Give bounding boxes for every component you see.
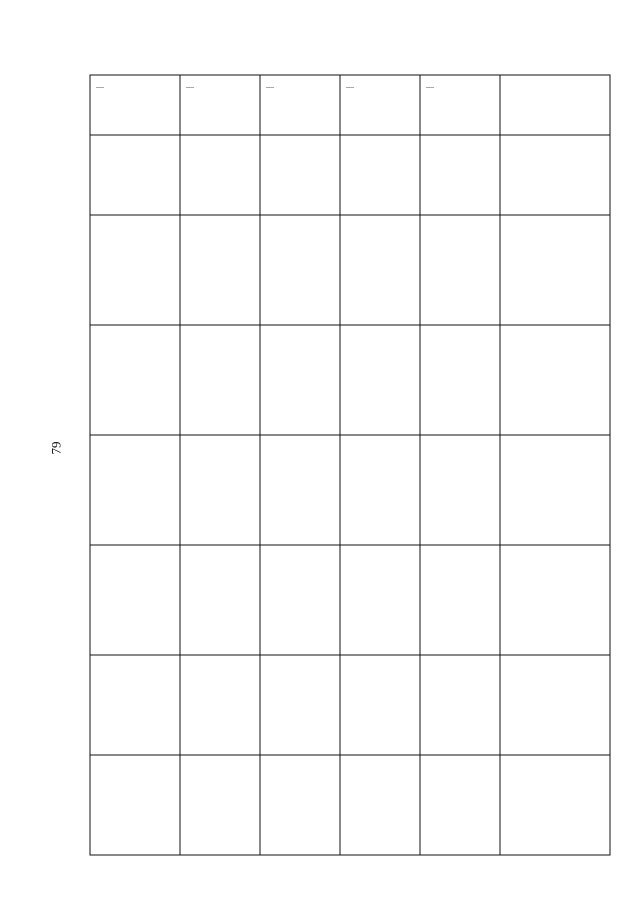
cell: — (346, 82, 354, 91)
page-number: 79 (48, 441, 64, 455)
cell: — (266, 82, 274, 91)
rotated-table (90, 75, 610, 855)
table-grid (90, 75, 610, 855)
cell: — (96, 82, 104, 91)
cell: — (426, 82, 434, 91)
cell: — (186, 82, 194, 91)
